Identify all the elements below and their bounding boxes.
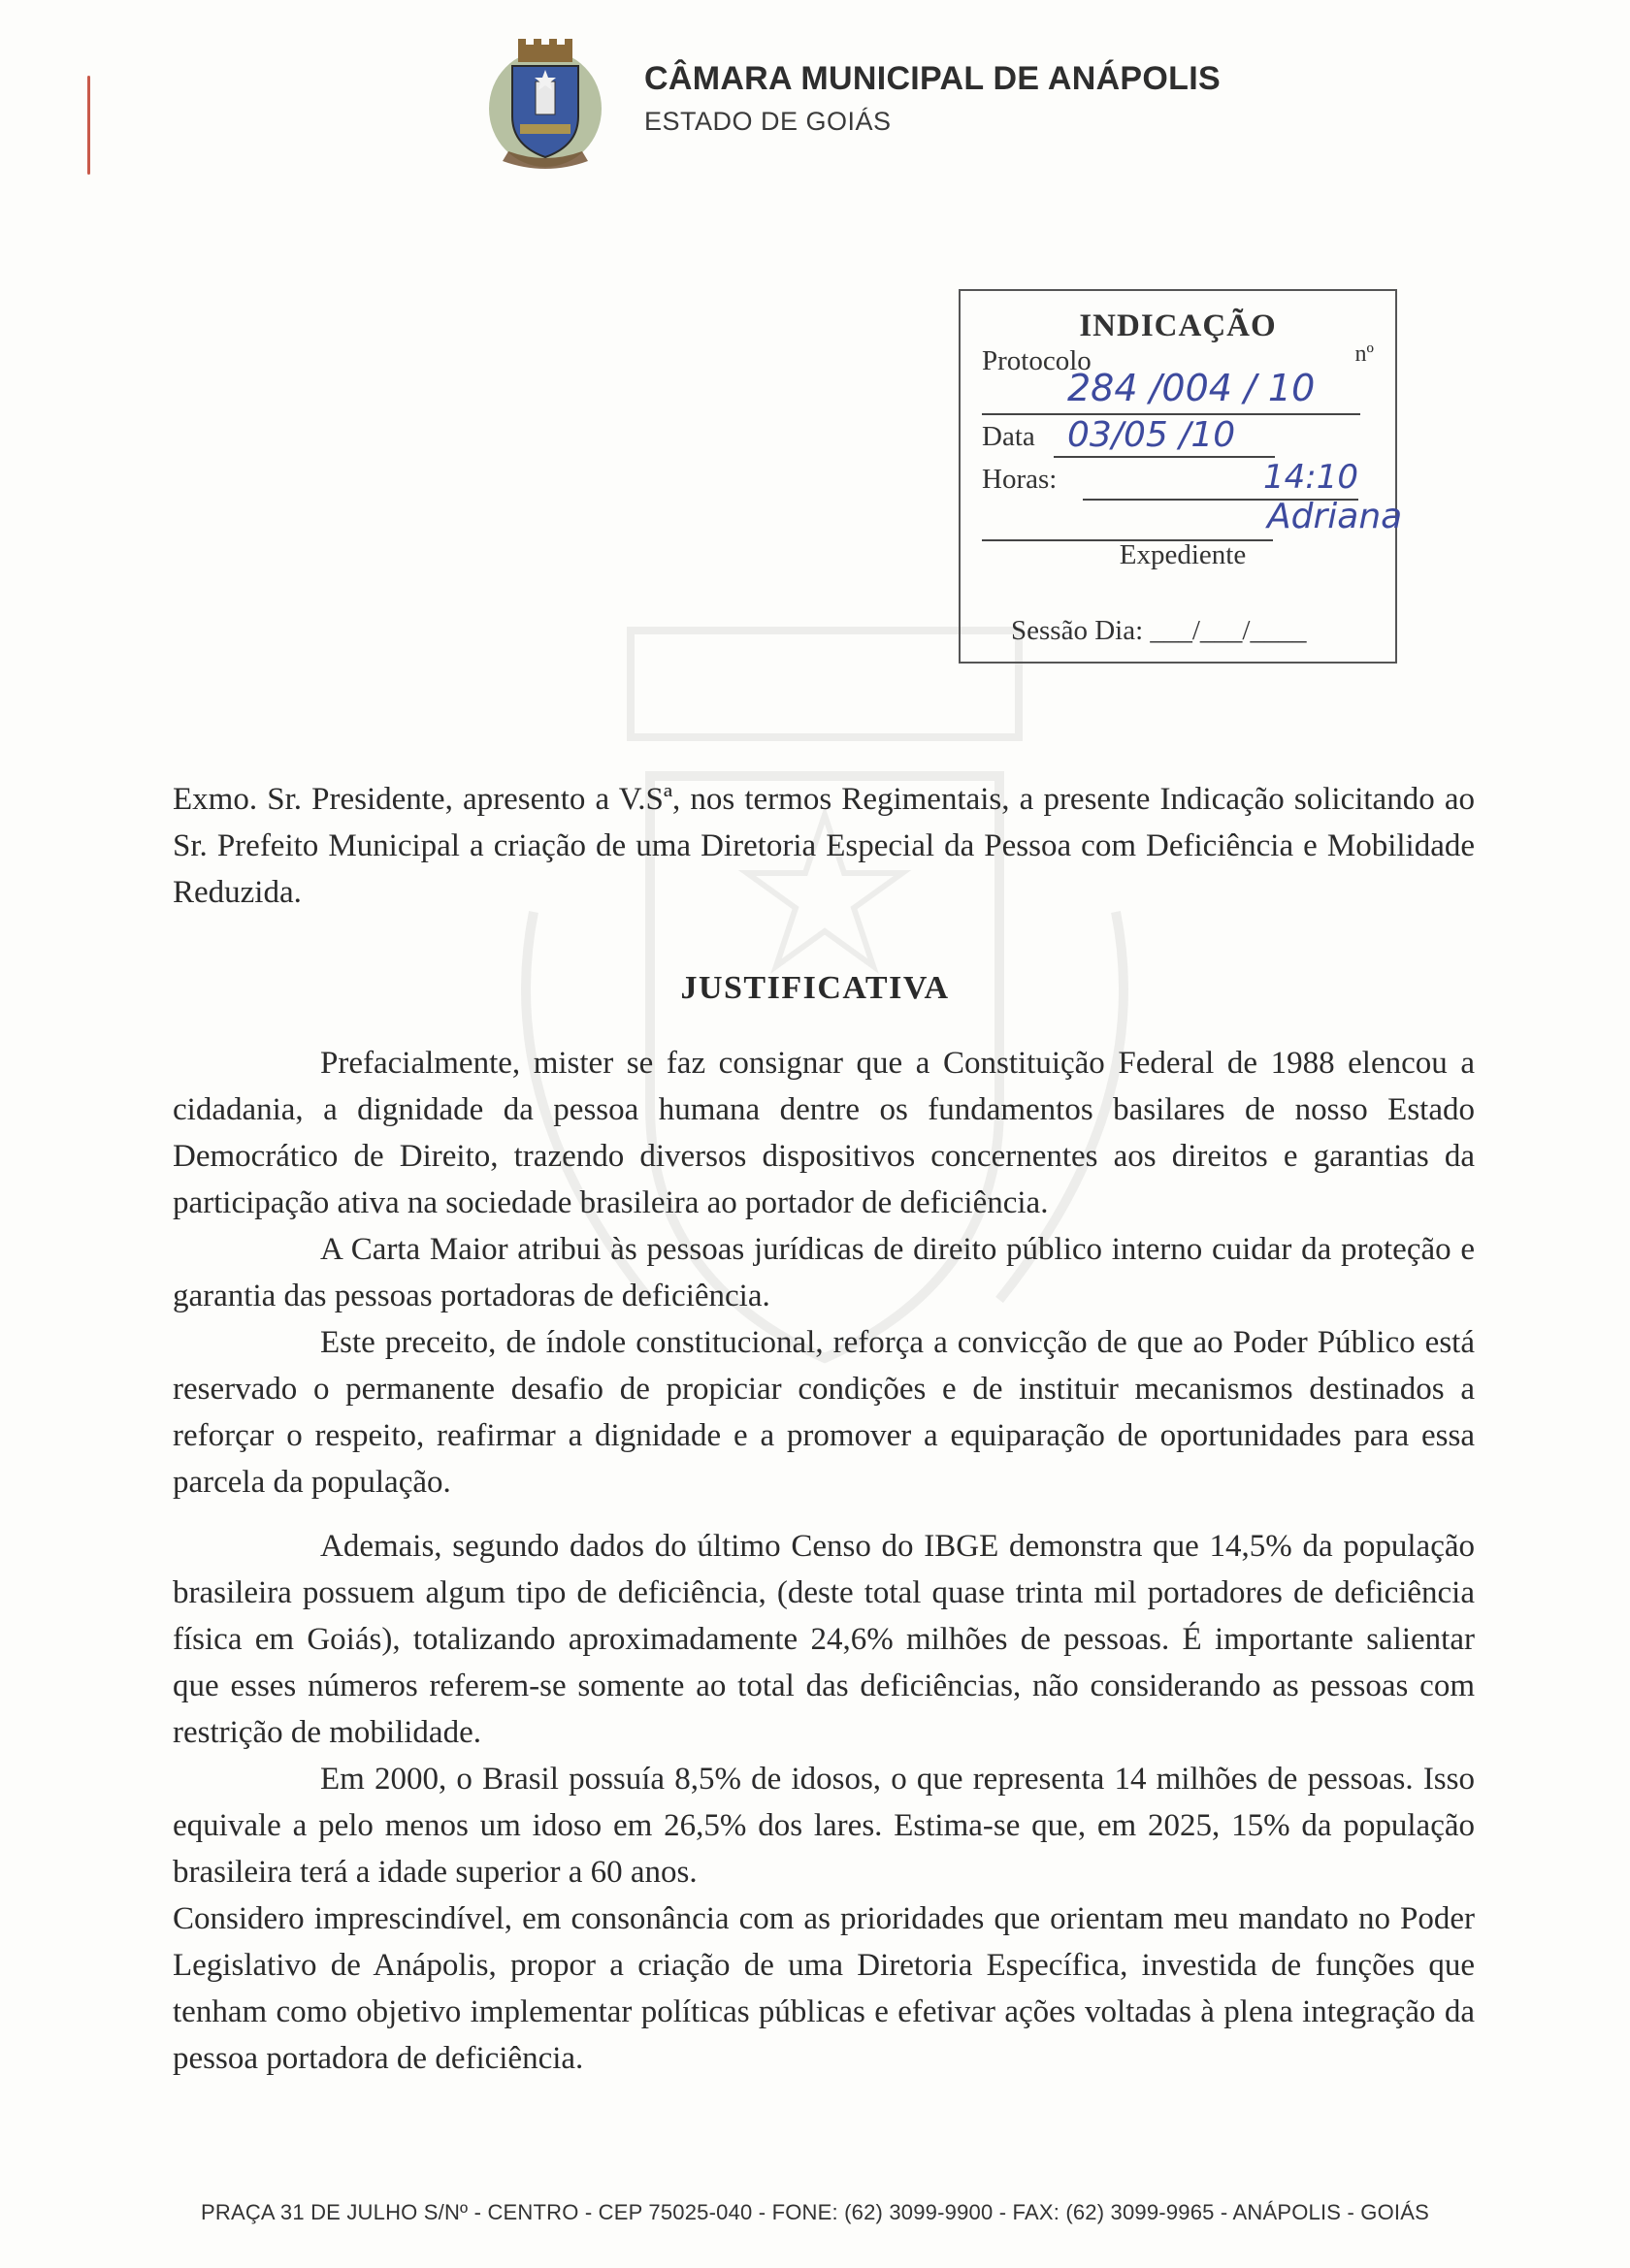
data-label: Data bbox=[982, 421, 1035, 452]
paragraph-conclusion: Considero imprescindível, em consonância com as prioridades que orientam meu mandato no Poder Legislativo de Anápolis, propor a criação de uma Diretoria Específica, investida de funções que tenham como objetivo implementar políticas públicas e efetivar ações voltadas à plena integração da pessoa portadora de deficiência. bbox=[173, 1901, 1475, 2076]
coat-of-arms-icon bbox=[481, 37, 609, 175]
sessao-date-label: Sessão Dia: ___/___/____ bbox=[1011, 615, 1307, 646]
stamp-title: INDICAÇÃO bbox=[1079, 308, 1277, 343]
paragraph-ibge: Ademais, segundo dados do último Censo do IBGE demonstra que 14,5% da população brasileira possuem algum tipo de deficiência, (deste total quase trinta mil portadores de deficiência física em Goiás), totalizando aproximadamente 24,6% milhões de pessoas. É importante salientar que esses números referem-se somente ao total das deficiências, não considerando as pessoas com restrição de mobilidade. bbox=[173, 1529, 1475, 1750]
data-line bbox=[1054, 456, 1275, 458]
state-name: ESTADO DE GOIÁS bbox=[644, 107, 892, 136]
section-heading: JUSTIFICATIVA bbox=[680, 970, 950, 1006]
expediente-label: Expediente bbox=[1119, 539, 1247, 570]
protocolo-handwritten-value: 284 /004 / 10 bbox=[1067, 367, 1316, 409]
margin-ink-mark bbox=[87, 76, 90, 175]
protocolo-label: Protocolo bbox=[982, 345, 1092, 376]
intro-text: Exmo. Sr. Presidente, apresento a V.Sª, nos termos Regimentais, a presente Indicação solicitando ao Sr. Prefeito Municipal a criação de uma Diretoria Especial da Pessoa com Deficiência e Mobilidade Reduzida. bbox=[173, 782, 1475, 910]
intro-paragraph bbox=[173, 776, 1475, 916]
institution-name: CÂMARA MUNICIPAL DE ANÁPOLIS bbox=[644, 60, 1221, 97]
numero-label: nº bbox=[1354, 341, 1374, 367]
signature-handwritten: Adriana bbox=[1267, 497, 1403, 536]
horas-label: Horas: bbox=[982, 464, 1058, 495]
paragraph-preceito: Este preceito, de índole constitucional, reforça a convicção de que ao Poder Público está reservado o permanente desafio de propiciar condições e de instituir mecanismos destinados a reforçar o respeito, reafirmar a dignidade e a promover a equiparação de oportunidades para essa parcela da população. bbox=[173, 1325, 1475, 1500]
justification-body bbox=[173, 1040, 1475, 2082]
horas-handwritten-value: 14:10 bbox=[1263, 458, 1358, 497]
protocol-stamp bbox=[959, 289, 1403, 664]
paragraph-constitution: Prefacialmente, mister se faz consignar que a Constituição Federal de 1988 elencou a cidadania, a dignidade da pessoa humana dentre os fundamentos basilares de nosso Estado Democrático de Direito, trazendo diversos dispositivos concernentes aos direitos e garantias da participação ativa na sociedade brasileira ao portador de deficiência. bbox=[173, 1046, 1475, 1220]
paragraph-idosos: Em 2000, o Brasil possuía 8,5% de idosos, o que representa 14 milhões de pessoas. Isso equivale a pelo menos um idoso em 26,5% dos lares. Estima-se que, em 2025, 15% da população brasileira terá a idade superior a 60 anos. bbox=[173, 1762, 1475, 1890]
data-handwritten-value: 03/05 /10 bbox=[1067, 415, 1236, 455]
footer-address: PRAÇA 31 DE JULHO S/Nº - CENTRO - CEP 75025-040 - FONE: (62) 3099-9900 - FAX: (62) 3099-9965 - ANÁPOLIS - GOIÁS bbox=[201, 2200, 1429, 2224]
paragraph-carta-maior: A Carta Maior atribui às pessoas jurídicas de direito público interno cuidar da proteção e garantia das pessoas portadoras de deficiência. bbox=[173, 1232, 1475, 1313]
